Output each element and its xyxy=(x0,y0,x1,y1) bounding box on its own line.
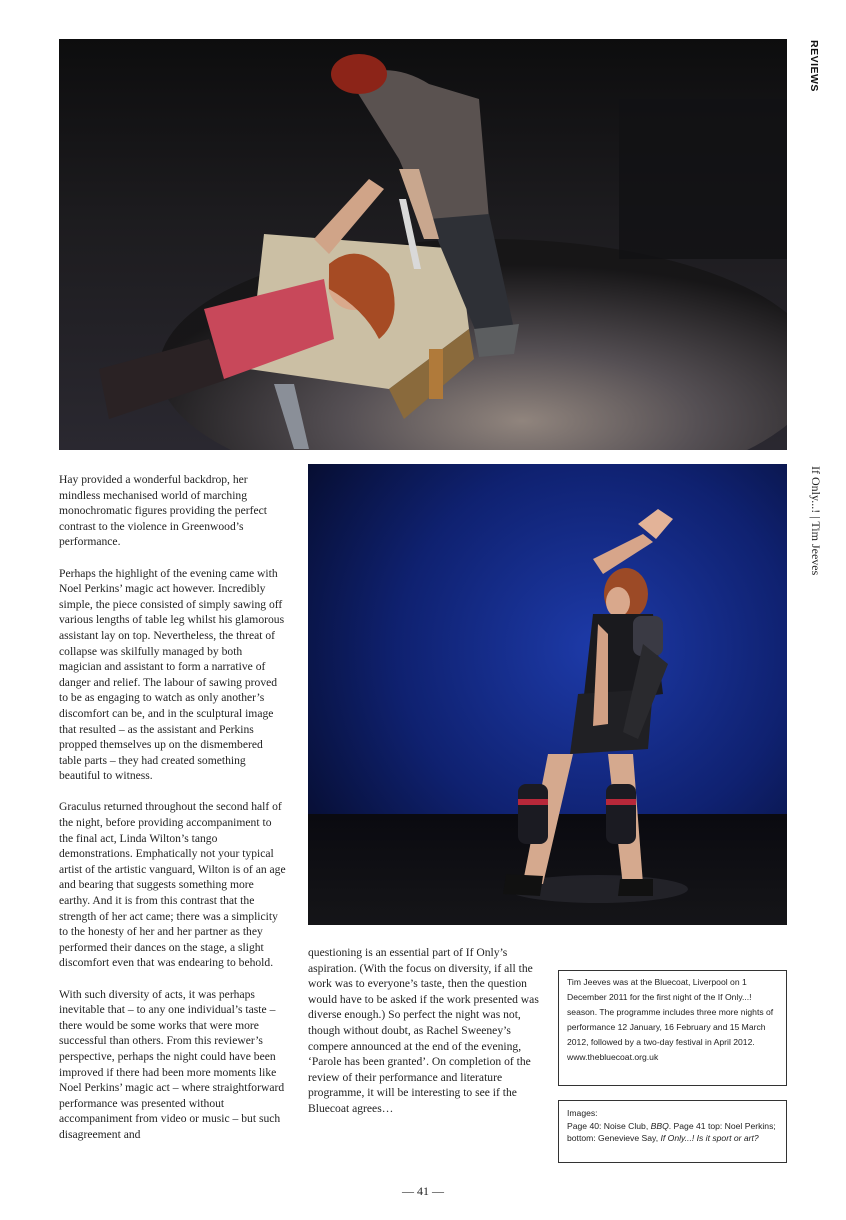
article-paragraph: Hay provided a wonderful backdrop, her mindless mechanised world of marching monochromatic figures providing the perfect contrast to the violence in Greenwood’s performance. xyxy=(59,473,267,549)
article-paragraph: With such diversity of acts, it was perhaps inevitable that – to any one individual’s taste – there would be some works that were more successful than others. From this reviewer’s perspective, perhaps the night could have been improved if there had been more moments like Noel Perkins’ magic act – where straightforward performance was presented without accompaniment from video or music – but such disagreement and xyxy=(59,987,285,1141)
credits-title: If Only...! Is it sport or art? xyxy=(660,1133,759,1143)
info-box-url: www.thebluecoat.org.uk xyxy=(567,1052,659,1062)
article-column-middle xyxy=(308,945,540,1132)
credits-title: BBQ xyxy=(650,1120,669,1131)
page-number: — 41 — xyxy=(402,1184,444,1198)
image-credits-box xyxy=(558,1100,787,1163)
image-credits-text xyxy=(567,1120,778,1145)
article-tag: If Only...! | Tim Jeeves xyxy=(809,466,823,576)
article-column-left xyxy=(59,472,287,1158)
section-label: REVIEWS xyxy=(808,40,820,92)
photo-magic-act xyxy=(59,39,787,450)
photo-armored-dancer xyxy=(308,464,787,925)
credits-segment: . Page 41 top: Noel Perkins; bottom: Genevieve Say, xyxy=(567,1120,776,1143)
image-credits-heading: Images: xyxy=(567,1108,598,1118)
article-paragraph: Graculus returned throughout the second half of the night, before providing accompaniment to the final act, Linda Wilton’s tango demonstrations. Emphatically not your typical artist of the artistic vanguard, Wilton is of an age and bearing that suggests something more earthy. And it is from this contrast that the strength of her act came; there was a simplicity to the honesty of her and her partner as they performed their dances on the stage, a slight discomfort even that was endearing to behold. xyxy=(59,800,286,970)
credits-segment: Page 40: Noise Club, xyxy=(567,1120,651,1131)
info-box xyxy=(558,970,787,1086)
article-paragraph: Perhaps the highlight of the evening came with Noel Perkins’ magic act however. Incredibly simple, the piece consisted of simply sawing off various lengths of table leg whilst his glamorous assistant lay on top. Nevertheless, the threat of collapse was skilfully managed by both magician and assistant to form a narrative of danger and relief. The labour of sawing proved to be as engaging to watch as only another’s discomfort can be, and in the sculptural image that resulted – as the assistant and Perkins propped themselves up on the dismembered table parts – they had created something beautiful to witness. xyxy=(59,566,285,783)
stage-photo-image xyxy=(59,39,787,450)
stage-photo-image xyxy=(308,464,787,925)
info-box-text: Tim Jeeves was at the Bluecoat, Liverpool on 1 December 2011 for the first night of the If Only...! season. The programme includes three more nights of performance 12 January, 16 February and 15 March 2012, followed by a two-day festival in April 2012. xyxy=(567,977,774,1047)
article-paragraph: questioning is an essential part of If Only’s aspiration. (With the focus on diversity, if all the work was to everyone’s taste, then the question would have to be asked if the work presented was diverse enough.) So perfect the night was not, though without doubt, as Rachel Sweeney’s compere announced at the end of the evening, ‘Parole has been granted’. On completion of the review of their performance and literature programme, it will be interesting to see if the Bluecoat agrees… xyxy=(308,946,539,1115)
